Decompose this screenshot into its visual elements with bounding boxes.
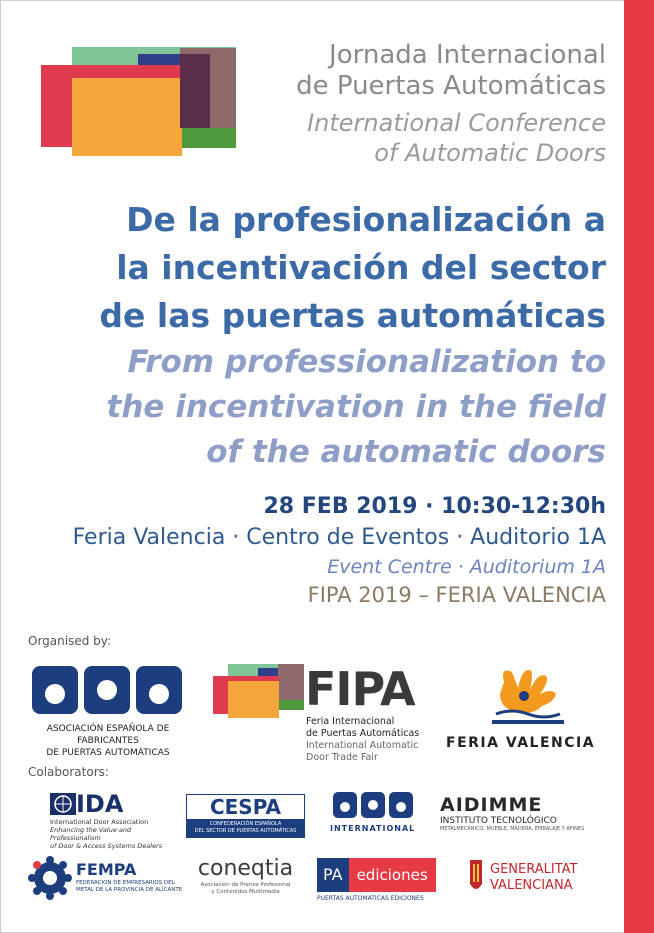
generalitat-crest-icon	[466, 856, 486, 896]
pa-ediciones-wordmark: ediciones	[349, 858, 436, 892]
apa-caption	[28, 723, 188, 759]
fipa-wordmark: FIPA	[305, 662, 415, 716]
fempa-wordmark: FEMPA	[76, 860, 137, 879]
aidimme-caption-line1: INSTITUTO TECNOLÓGICO	[440, 816, 557, 826]
coneqtia-wordmark: coneqtia	[197, 856, 294, 881]
apa-logo-mark	[30, 662, 186, 718]
headline-es-line2: la incentivación del sector	[116, 248, 606, 287]
ida-caption	[50, 818, 170, 850]
conference-title-es-line2: de Puertas Automáticas	[296, 71, 606, 101]
cespa-logo	[186, 794, 305, 838]
fempa-caption-line1: FEDERACION DE EMPRESARIOS DEL	[76, 880, 175, 886]
pa-ediciones-logo	[317, 858, 436, 902]
event-fair: FIPA 2019 – FERIA VALENCIA	[307, 583, 606, 607]
organised-by-label: Organised by:	[28, 634, 112, 648]
cespa-caption-line1: CONFEDERACIÓN ESPAÑOLA	[209, 821, 282, 827]
aidimme-logo	[440, 794, 584, 832]
headline-es-line1: De la profesionalización a	[126, 200, 606, 239]
generalitat-line2: VALENCIANA	[490, 878, 573, 893]
coneqtia-caption-line2: y Contenidos Multimedia	[211, 889, 280, 895]
headline-en	[107, 340, 606, 475]
ida-caption-line2: Enhancing the Value and Professionalism	[50, 826, 132, 842]
fipa-caption	[306, 716, 419, 764]
headline-en-line3: of the automatic doors	[206, 434, 606, 470]
generalitat-valenciana-logo	[466, 856, 578, 900]
fempa-gear-icon	[28, 856, 72, 900]
headline-en-line2: the incentivation in the field	[106, 389, 606, 425]
accent-red-bar	[624, 0, 654, 933]
coneqtia-logo	[193, 856, 298, 896]
fipa-caption-line1: Feria Internacional	[306, 716, 395, 727]
fipa-caption-line4: Door Trade Fair	[306, 752, 378, 763]
ida-caption-line1: International Door Association	[50, 818, 149, 826]
conference-title-es	[296, 40, 606, 102]
feria-valencia-wordmark: FERIA VALENCIA	[446, 735, 596, 751]
coneqtia-caption-line1: Asociación de Prensa Profesional	[200, 882, 291, 888]
event-venue-en: Event Centre · Auditorium 1A	[327, 556, 606, 578]
aidimme-wordmark: AIDIMME	[440, 794, 543, 816]
apa-international-caption: INTERNATIONAL	[330, 824, 416, 833]
apa-caption-line1: ASOCIACIÓN ESPAÑOLA DE FABRICANTES	[46, 724, 170, 746]
event-venue-es: Feria Valencia · Centro de Eventos · Auditorio 1A	[72, 525, 606, 550]
event-date-time: 28 FEB 2019 · 10:30-12:30h	[263, 494, 606, 519]
pa-ediciones-mark: PA	[317, 858, 349, 892]
headline-en-line1: From professionalization to	[127, 344, 606, 380]
conference-title-en-line1: International Conference	[307, 109, 606, 137]
fempa-logo	[28, 856, 183, 904]
headline-es	[99, 196, 606, 340]
collaborators-label: Colaborators:	[28, 765, 109, 779]
conference-title-es-line1: Jornada Internacional	[329, 40, 606, 70]
apa-caption-line2: DE PUERTAS AUTOMÁTICAS	[46, 748, 170, 758]
fempa-caption	[76, 880, 182, 894]
fempa-caption-line2: METAL DE LA PROVINCIA DE ALICANTE	[76, 887, 183, 893]
generalitat-line1: GENERALITAT	[490, 862, 578, 877]
fipa-caption-line2: de Puertas Automáticas	[306, 728, 420, 739]
ida-caption-line3: of Door & Access Systems Dealers	[50, 842, 163, 850]
fipa-caption-line3: International Automatic	[306, 740, 419, 751]
feria-valencia-hand-icon	[486, 662, 570, 728]
cespa-wordmark: CESPA	[209, 795, 282, 819]
generalitat-wordmark	[490, 862, 577, 894]
pa-ediciones-caption: PUERTAS AUTOMÁTICAS EDICIONES	[317, 895, 424, 902]
headline-es-line3: de las puertas automáticas	[99, 296, 606, 335]
ida-globe-icon	[50, 793, 76, 815]
conference-title-en-line2: of Automatic Doors	[374, 139, 606, 167]
coneqtia-caption	[193, 882, 298, 896]
ida-wordmark: IDA	[76, 790, 124, 818]
aidimme-caption-line2: METALMECÁNICO, MUEBLE, MADERA, EMBALAJE Y AFINES	[440, 826, 585, 832]
cespa-caption-line2: DEL SECTOR DE PUERTAS AUTOMÁTICAS	[194, 828, 297, 834]
cespa-caption	[187, 819, 304, 837]
apa-international-logo	[330, 790, 415, 833]
apa-international-mark	[331, 790, 415, 820]
ida-logo	[50, 790, 170, 850]
conference-title-en	[307, 108, 606, 168]
